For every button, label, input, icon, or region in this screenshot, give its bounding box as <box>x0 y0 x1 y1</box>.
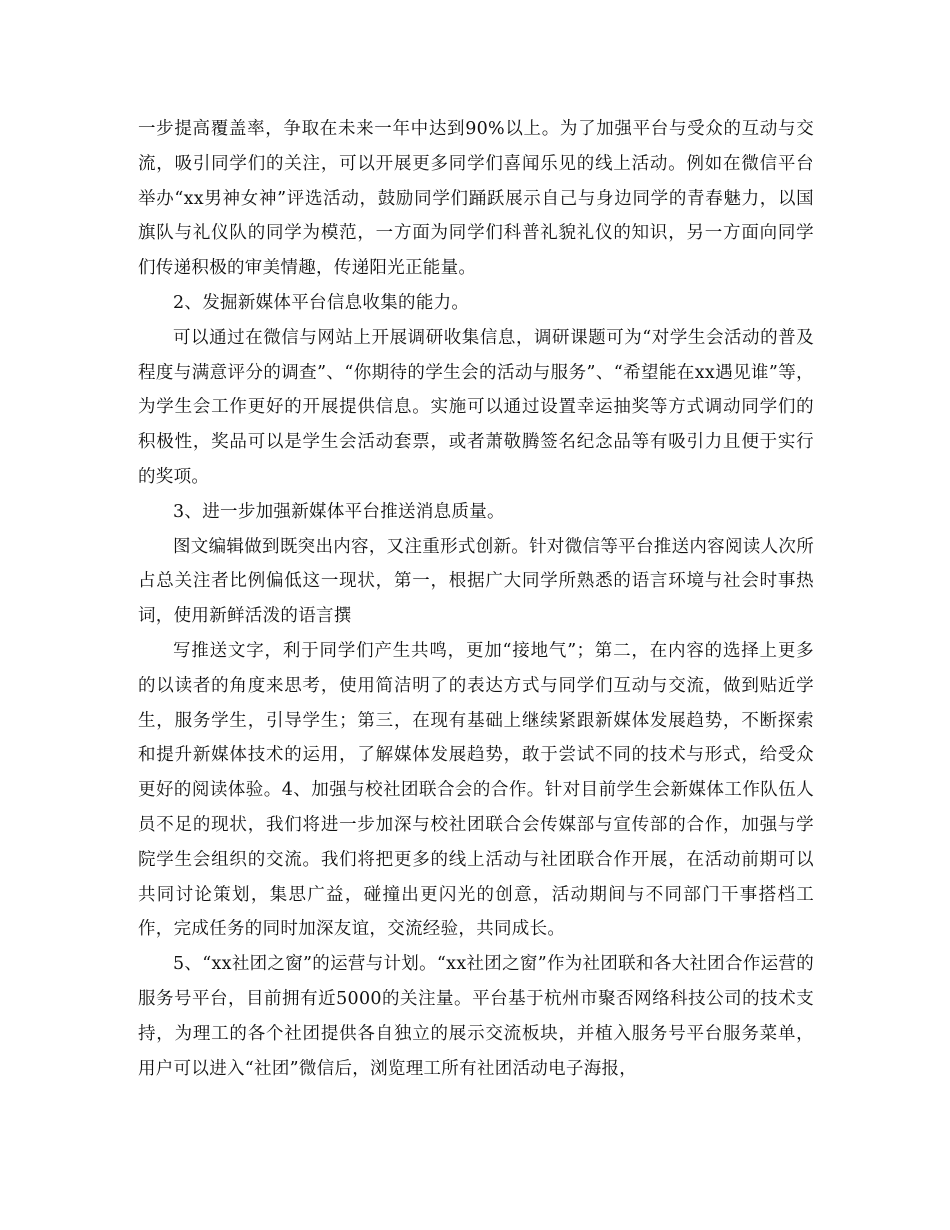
section-heading-3: 3、进一步加强新媒体平台推送消息质量。 <box>173 501 505 522</box>
paragraph-editing: 图文编辑做到既突出内容，又注重形式创新。针对微信等平台推送内容阅读人次所占总关注者比例偏低这一现状，第一，根据广大同学所熟悉的语言环境与社会时事热词，使用新鲜活泼的语言撰 <box>138 536 814 627</box>
paragraph-club-window: 5、“xx社团之窗”的运营与计划。“xx社团之窗”作为社团联和各大社团合作运营的服务号平台，目前拥有近5000的关注量。平台基于杭州市聚否网络科技公司的技术支持，为理工的各个社团提供各自独立的展示交流板块，并植入服务号平台服务菜单，用户可以进入“社团”微信后，浏览理工所有社团活动电子海报， <box>138 954 814 1079</box>
paragraph-survey: 可以通过在微信与网站上开展调研收集信息，调研课题可为“对学生会活动的普及程度与满意评分的调查”、“你期待的学生会的活动与服务”、“希望能在xx遇见谁”等，为学生会工作更好的开展提供信息。实施可以通过设置幸运抽奖等方式调动同学们的积极性，奖品可以是学生会活动套票，或者萧敬腾签名纪念品等有吸引力且便于实行的奖项。 <box>138 327 814 487</box>
section-heading-2: 2、发掘新媒体平台信息收集的能力。 <box>173 292 470 313</box>
paragraph-push-writing: 写推送文字，利于同学们产生共鸣，更加“接地气”；第二，在内容的选择上更多的以读者的角度来思考，使用简洁明了的表达方式与同学们互动与交流，做到贴近学生，服务学生，引导学生；第三，在现有基础上继续紧跟新媒体发展趋势，不断探索和提升新媒体技术的运用，了解媒体发展趋势，敢于尝试不同的技术与形式，给受众更好的阅读体验。4、加强与校社团联合会的合作。针对目前学生会新媒体工作队伍人员不足的现状，我们将进一步加深与校社团联合会传媒部与宣传部的合作，加强与学院学生会组织的交流。我们将把更多的线上活动与社团联合作开展，在活动前期可以共同讨论策划，集思广益，碰撞出更闪光的创意，活动期间与不同部门干事搭档工作，完成任务的同时加深友谊，交流经验，共同成长。 <box>138 640 814 940</box>
document-page <box>138 112 814 1086</box>
paragraph-continuation: 一步提高覆盖率，争取在未来一年中达到90%以上。为了加强平台与受众的互动与交流，吸引同学们的关注，可以开展更多同学们喜闻乐见的线上活动。例如在微信平台举办“xx男神女神”评选活动，鼓励同学们踊跃展示自己与身边同学的青春魅力，以国旗队与礼仪队的同学为模范，一方面为同学们科普礼貌礼仪的知识，另一方面向同学们传递积极的审美情趣，传递阳光正能量。 <box>138 119 814 279</box>
